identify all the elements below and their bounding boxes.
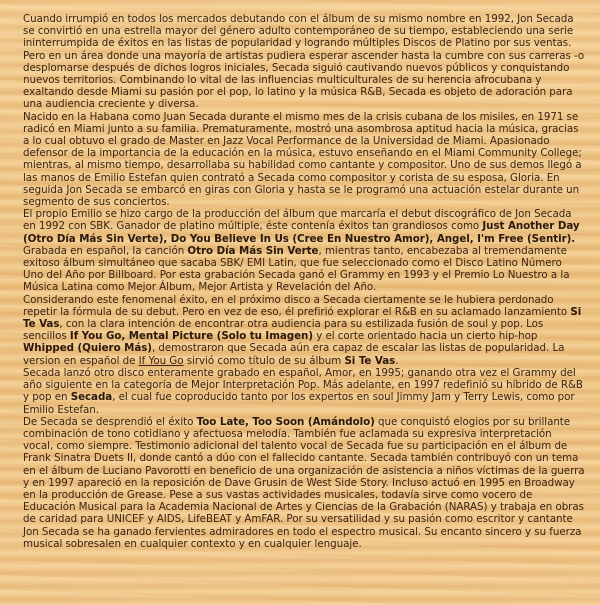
song-title-bold: If You Go, Mental Picture (Solo tu Imagen) (69, 330, 313, 343)
song-title-bold: Si Te Vas (23, 305, 582, 331)
song-title-bold: Otro Día Más Sin Verte (187, 244, 319, 257)
text-run: De Secada se desprendió el éxito (23, 415, 197, 428)
paragraph-1 (23, 13, 585, 111)
song-title-bold: Si Te Vas (344, 354, 396, 367)
text-run: , el cual fue coproducido tanto por los expertos en soul Jimmy Jam y Terry Lewis, como por Emilio Estefan. (23, 391, 575, 416)
paragraph-5 (23, 367, 585, 416)
text-run: , demostraron que Secada aún era capaz de escalar las listas de popularidad. La version en español de (23, 342, 565, 367)
text-run: , mientras tanto, encabezaba al tremendamente exitoso álbum simultáneo que sacaba SBK/ EMI Latin, que fue seleccionado como el Disco Latino Número Uno del Año por Billboard. Por esta grabación Secada ganó el Grammy en 1993 y el Premio Lo Nuestro a la Música Latina como Mejor Álbum, Mejor Artista y Revelación del Año. (23, 244, 570, 294)
song-title-bold: Too Late, Too Soon (Amándolo) (196, 415, 375, 428)
paragraph-6 (23, 416, 585, 550)
paragraph-3 (23, 208, 585, 293)
biography-text (23, 13, 585, 550)
text-run: sirvió como título de su álbum (183, 354, 345, 367)
song-title-bold: Whipped (Quiero Más) (23, 342, 152, 355)
text-run: Grabada en español, la canción (23, 244, 188, 257)
text-run: Secada lanzó otro disco enteramente grabado en español, Amor, en 1995; ganando otra vez el Grammy del año siguiente en la categoría de Mejor Interpretación Pop. Más adelante, en 1997 redefinió su híbrido de R&B y pop en (23, 366, 583, 404)
text-run: Cuando irrumpió en todos los mercados debutando con el álbum de su mismo nombre en 1992, Jon Secada se convirtió en una estrella mayor del género adulto contemporáneo de su tiempo, estableciendo una serie ininterrumpida de éxitos en las listas de popularidad y logrando múltiples Discos de Platino por sus ventas. Pero en un área donde una mayoría de artistas pudiera esperar ascender hasta la cumbre con sus carreras -o desplomarse después de dichos logros iniciales, Secada siguió cautivando nuevos públicos y conquistando nuevos territorios. Combinando lo vital de las influencias multiculturales de su herencia afrocubana y exaltando desde Miami su pasión por el pop, lo latino y la música R&B, Secada es objeto de adoración para una audiencia creciente y diversa. (23, 13, 585, 111)
paragraph-2 (23, 111, 585, 209)
song-title-bold: Secada (70, 391, 113, 404)
text-run: que conquistó elogios por su brillante combinación de tono cotidiano y afectuosa melodía. También fue aclamada su expresiva interpretación vocal, como siempre. Testimonio adicional del talento vocal de Secada fue su participación en el álbum de Frank Sinatra Duets II, donde cantó a dúo con el fallecido cantante. Secada también contribuyó con un tema en el álbum de Luciano Pavorotti en beneficio de una organización de asistencia a niños víctimas de la guerra y en 1997 apareció en la reposición de Dave Grusin de West Side Story. Incluso actuó en 1995 en Broadway en la producción de Grease. Pese a sus vastas actividades musicales, todavía sirve como vocero de Educación Musical para la Academia Nacional de Artes y Ciencias de la Grabación (NARAS) y trabaja en obras de caridad para UNICEF y AIDS, LifeBEAT y AmFAR. Por su versatilidad y su pasión como escritor y cantante Jon Secada se ha ganado fervientes admiradores en todo el espectro musical. Su encanto sincero y su fuerza musical sobresalen en cualquier contexto y en cualquier lenguaje. (23, 415, 585, 550)
text-run: y el corte orientado hacia un cierto hip-hop (313, 330, 538, 343)
text-run: El propio Emilio se hizo cargo de la producción del álbum que marcaría el debut discográfico de Jon Secada en 1992 con SBK. Ganador de platino múltiple, éste contenía éxitos tan grandiosos como (23, 208, 572, 233)
text-run: Nacido en la Habana como Juan Secada durante el mismo mes de la crisis cubana de los misiles, en 1971 se radicó en Miami junto a su familia. Prematuramente, mostró una asombrosa aptitud hacia la música, gracias a lo cual obtuvo el grado de Master en Jazz Vocal Performance de la Universidad de Miami. Apasionado defensor de la importancia de la educación en la música, estuvo enseñando en el Miami Community College; mientras, al mismo tiempo, desarrollaba su habilidad como cantante y compositor. Uno de sus demos llegó a las manos de Emilio Estefan quien contrató a Secada como compositor y corista de su esposa, Gloria. En seguida Jon Secada se embarcó en giras con Gloria y hasta se le programó una actuación estelar durante un segmento de sus conciertos. (23, 110, 582, 209)
text-run: , con la clara intención de encontrar otra audiencia para su estilizada fusión de soul y pop. Los sencillos (23, 318, 544, 343)
text-run: . (395, 354, 399, 367)
text-run: Considerando este fenomenal éxito, en el próximo disco a Secada ciertamente se le hubiera perdonado repetir la fórmula de su debut. Pero en vez de eso, él prefirió explorar el R&B en su aclamado lanzamiento (23, 293, 571, 318)
song-title-underlined: If You Go (138, 354, 184, 367)
paragraph-4 (23, 294, 585, 367)
song-title-bold: Just Another Day (Otro Día Más Sin Verte), Do You Believe In Us (Cree En Nuestro Amor), Angel, I'm Free (Sentir). (23, 220, 580, 245)
